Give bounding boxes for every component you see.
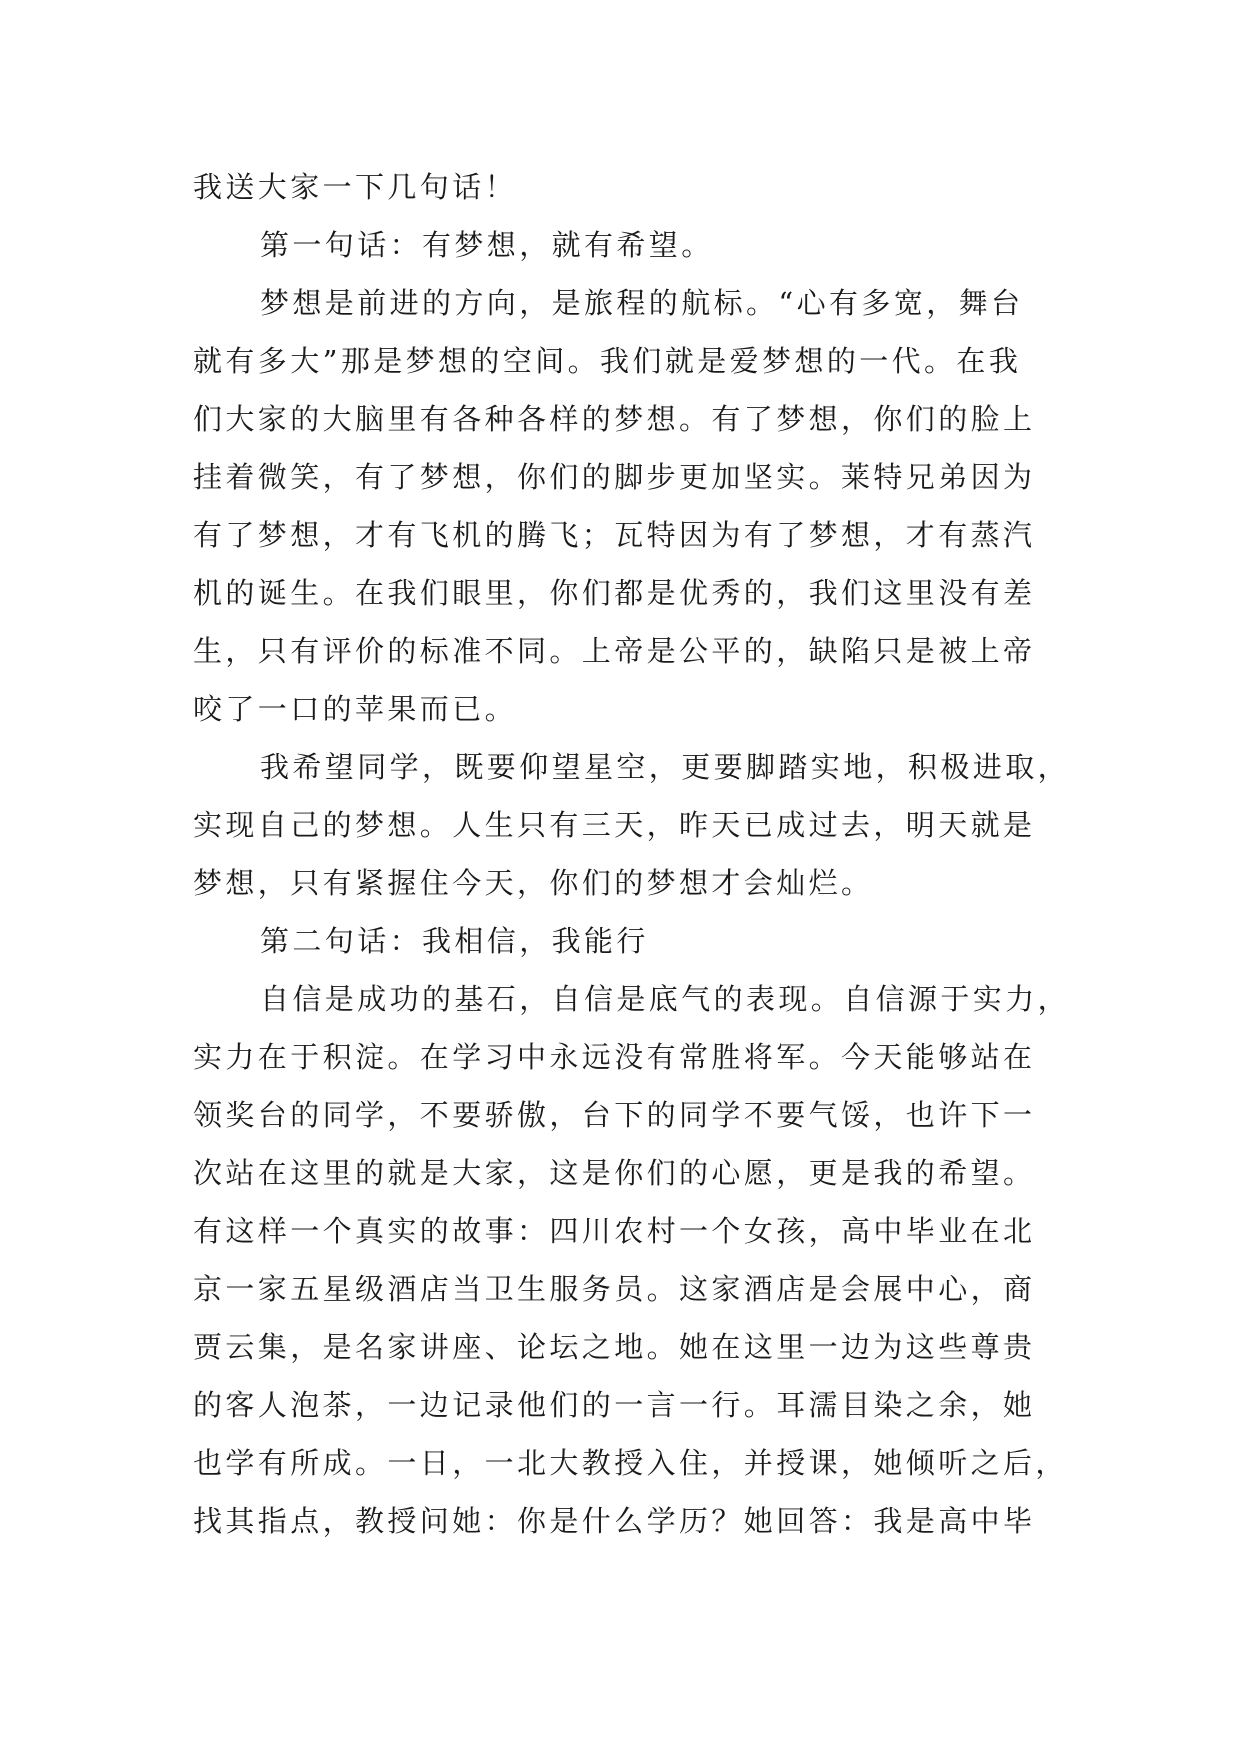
text-line: 自信是成功的基石，自信是底气的表现。自信源于实力， <box>260 982 1071 1016</box>
text-line: 找其指点，教授问她：你是什么学历？她回答：我是高中毕 <box>193 1504 1036 1538</box>
text-line: 们大家的大脑里有各种各样的梦想。有了梦想，你们的脸上 <box>193 402 1036 436</box>
text-line: 我希望同学，既要仰望星空，更要脚踏实地，积极进取， <box>260 750 1071 784</box>
text-line: 第一句话：有梦想，就有希望。 <box>260 228 714 262</box>
text-line: 梦想是前进的方向，是旅程的航标。“心有多宽，舞台 <box>260 286 1024 320</box>
text-line: 第二句话：我相信，我能行 <box>260 924 649 958</box>
text-line: 生，只有评价的标准不同。上帝是公平的，缺陷只是被上帝 <box>193 634 1036 668</box>
text-line: 实现自己的梦想。人生只有三天，昨天已成过去，明天就是 <box>193 808 1036 842</box>
text-line: 机的诞生。在我们眼里，你们都是优秀的，我们这里没有差 <box>193 576 1036 610</box>
text-line: 咬了一口的苹果而已。 <box>193 692 518 726</box>
body-text <box>193 158 1071 1550</box>
text-line: 实力在于积淀。在学习中永远没有常胜将军。今天能够站在 <box>193 1040 1036 1074</box>
text-line: 挂着微笑，有了梦想，你们的脚步更加坚实。莱特兄弟因为 <box>193 460 1036 494</box>
text-line: 的客人泡茶，一边记录他们的一言一行。耳濡目染之余，她 <box>193 1388 1036 1422</box>
text-line: 京一家五星级酒店当卫生服务员。这家酒店是会展中心，商 <box>193 1272 1036 1306</box>
text-line: 梦想，只有紧握住今天，你们的梦想才会灿烂。 <box>193 866 874 900</box>
text-line: 领奖台的同学，不要骄傲，台下的同学不要气馁，也许下一 <box>193 1098 1036 1132</box>
text-line: 我送大家一下几句话！ <box>193 170 518 204</box>
text-line: 有这样一个真实的故事：四川农村一个女孩，高中毕业在北 <box>193 1214 1036 1248</box>
text-line: 有了梦想，才有飞机的腾飞；瓦特因为有了梦想，才有蒸汽 <box>193 518 1036 552</box>
text-line: 贾云集，是名家讲座、论坛之地。她在这里一边为这些尊贵 <box>193 1330 1036 1364</box>
text-line: 也学有所成。一日，一北大教授入住，并授课，她倾听之后， <box>193 1446 1068 1480</box>
text-line: 就有多大”那是梦想的空间。我们就是爱梦想的一代。在我 <box>193 344 1022 378</box>
text-line: 次站在这里的就是大家，这是你们的心愿，更是我的希望。 <box>193 1156 1036 1190</box>
